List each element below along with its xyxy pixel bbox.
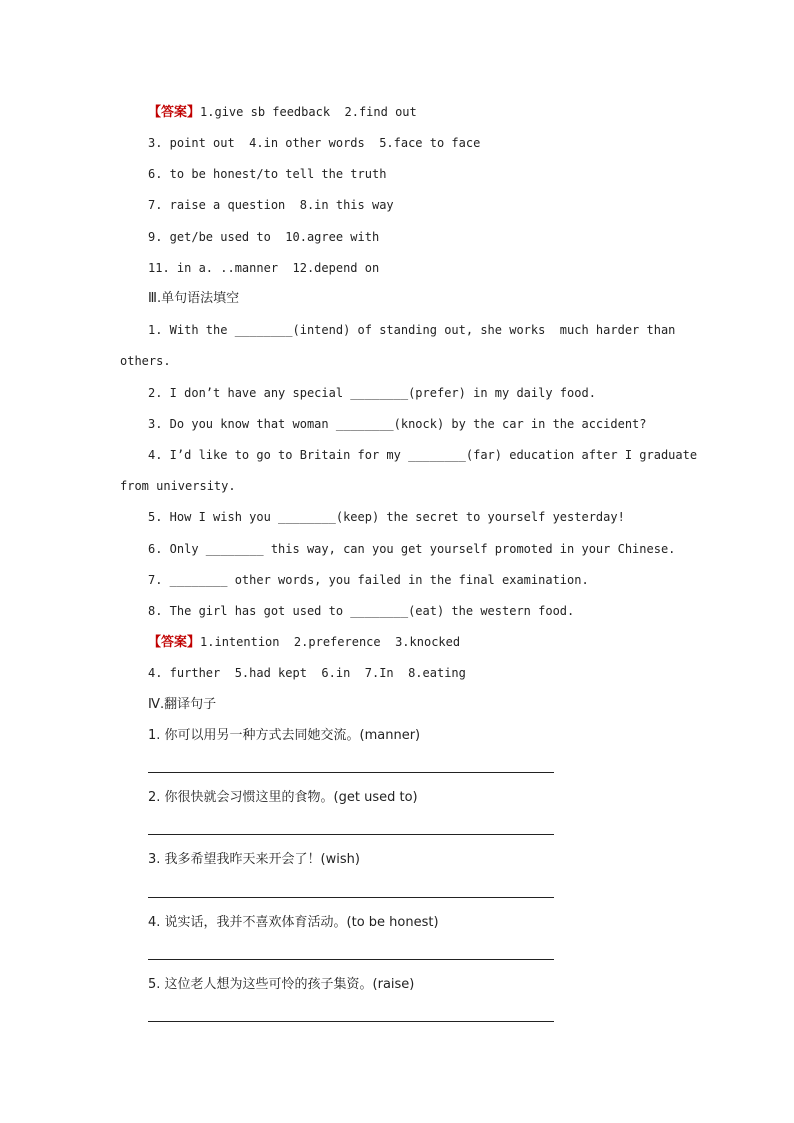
- question-4-line-1: 4. I’d like to go to Britain for my ________(far) education after I graduate: [148, 448, 698, 462]
- translate-sentence-1: 1. 你可以用另一种方式去同她交流。(manner): [148, 728, 421, 743]
- answer-line: 7. raise a question 8.in this way: [148, 198, 394, 212]
- question-1-line-1: 1. With the ________(intend) of standing out, she works much harder than: [148, 323, 676, 337]
- question-8: 8. The girl has got used to ________(eat) the western food.: [148, 604, 575, 618]
- question-5: 5. How I wish you ________(keep) the secret to yourself yesterday!: [148, 510, 625, 524]
- translate-sentence-4: 4. 说实话，我并不喜欢体育活动。(to be honest): [148, 915, 439, 930]
- translate-sentence-2: 2. 你很快就会习惯这里的食物。(get used to): [148, 790, 418, 805]
- answer-text: 1.intention 2.preference 3.knocked: [200, 635, 461, 649]
- section-heading-translate: Ⅳ.翻译句子: [148, 697, 217, 712]
- answer-line: 6. to be honest/to tell the truth: [148, 167, 387, 181]
- answer-line: 9. get/be used to 10.agree with: [148, 230, 380, 244]
- question-4-line-2: from university.: [120, 479, 236, 493]
- answer-tag: 【答案】: [148, 105, 201, 120]
- answer-blank-line[interactable]: [148, 959, 554, 960]
- question-1-line-2: others.: [120, 354, 171, 368]
- answer-line: 3. point out 4.in other words 5.face to face: [148, 136, 481, 150]
- answer-blank-line[interactable]: [148, 897, 554, 898]
- answer-blank-line[interactable]: [148, 1021, 554, 1022]
- section-heading-grammar: Ⅲ.单句语法填空: [148, 291, 240, 306]
- question-2: 2. I don’t have any special ________(prefer) in my daily food.: [148, 386, 596, 400]
- answer-line: 4. further 5.had kept 6.in 7.In 8.eating: [148, 666, 466, 680]
- answer-text: 1.give sb feedback 2.find out: [200, 105, 417, 119]
- answer-tag: 【答案】: [148, 635, 201, 650]
- translate-sentence-3: 3. 我多希望我昨天来开会了！(wish): [148, 852, 360, 867]
- answer-blank-line[interactable]: [148, 834, 554, 835]
- question-7: 7. ________ other words, you failed in the final examination.: [148, 573, 589, 587]
- answer-blank-line[interactable]: [148, 772, 554, 773]
- translate-sentence-5: 5. 这位老人想为这些可怜的孩子集资。(raise): [148, 977, 415, 992]
- answer-line: [148, 634, 460, 651]
- answer-line: 11. in a. ..manner 12.depend on: [148, 261, 380, 275]
- answer-line: [148, 104, 417, 121]
- question-3: 3. Do you know that woman ________(knock) by the car in the accident?: [148, 417, 647, 431]
- question-6: 6. Only ________ this way, can you get yourself promoted in your Chinese.: [148, 542, 676, 556]
